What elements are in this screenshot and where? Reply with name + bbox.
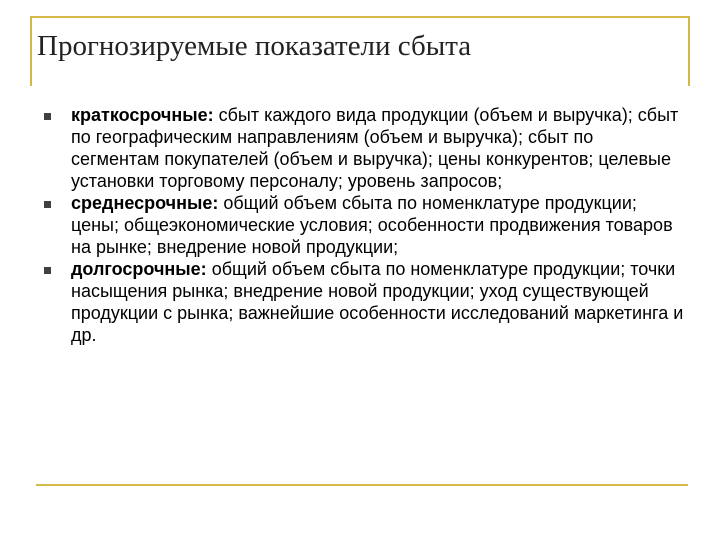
frame-line-left [30, 16, 32, 86]
frame-line-right [688, 16, 690, 86]
bullet-item-long-term [44, 258, 684, 346]
square-bullet-icon [44, 113, 51, 120]
bullet-list [44, 104, 684, 346]
frame-line-bottom [36, 484, 688, 486]
bullet-text: общий объем сбыта по номенклатуре продукции; цены; общеэкономические условия; особенности продвижения товаров на рынке; внедрение новой продукции; [71, 193, 673, 257]
slide-title: Прогнозируемые показатели сбыта [37, 30, 472, 62]
square-bullet-icon [44, 201, 51, 208]
frame-line-top [30, 16, 690, 18]
bullet-term: среднесрочные: [71, 193, 219, 213]
bullet-text: общий объем сбыта по номенклатуре продукции; точки насыщения рынка; внедрение новой продукции; уход существующей продукции с рынка; важнейшие особенности исследований маркетинга и др. [71, 259, 684, 345]
square-bullet-icon [44, 267, 51, 274]
bullet-term: краткосрочные: [71, 105, 214, 125]
bullet-item-mid-term [44, 192, 684, 258]
bullet-text: сбыт каждого вида продукции (объем и выручка); сбыт по географическим направлениям (объем и выручка); сбыт по сегментам покупателей (объем и выручка); цены конкурентов; целевые установки торговому персоналу; уровень запросов; [71, 105, 679, 191]
bullet-item-short-term [44, 104, 684, 192]
bullet-term: долгосрочные: [71, 259, 207, 279]
